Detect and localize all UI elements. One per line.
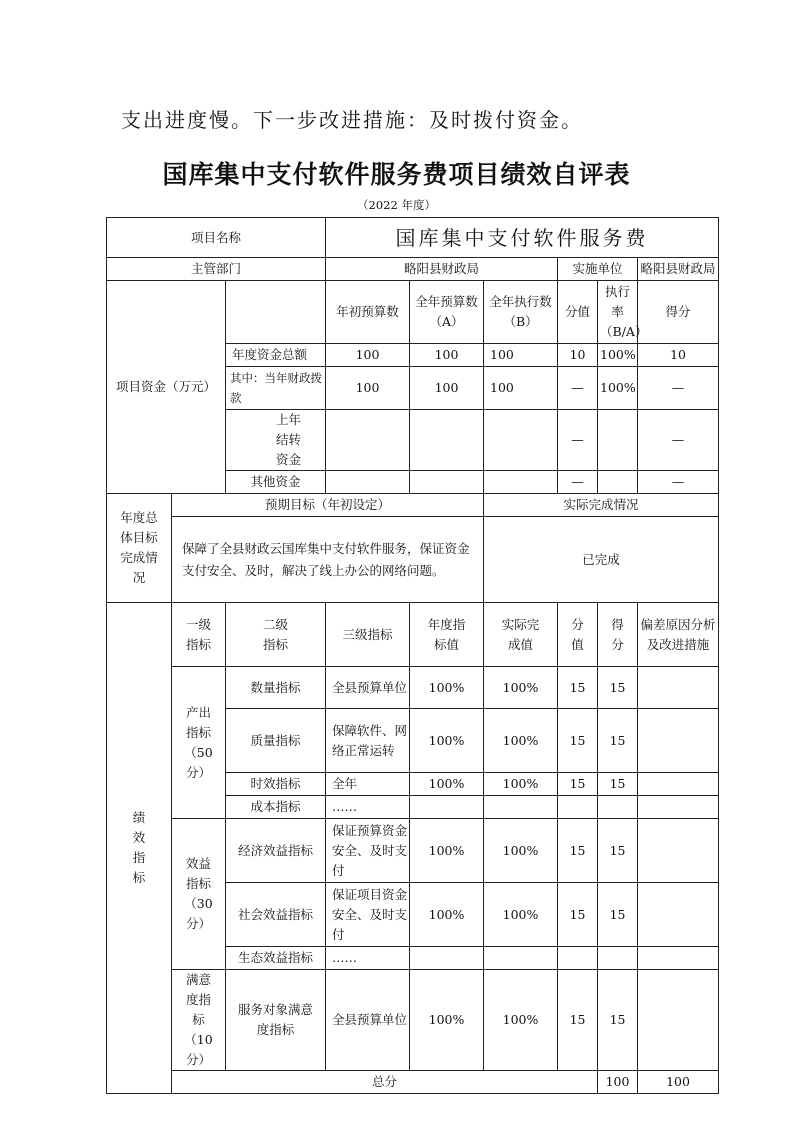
funds-cell (326, 471, 410, 494)
indicator-actual: 100% (484, 819, 558, 883)
indicator-score-value: 15 (558, 970, 598, 1071)
indicator-group-output: 产出指标（50分） (172, 667, 226, 819)
funds-row-label: 年度资金总额 (226, 344, 326, 367)
indicator-l2: 社会效益指标 (226, 883, 326, 947)
indicator-actual: 100% (484, 667, 558, 709)
indicator-l2: 成本指标 (226, 796, 326, 819)
indicator-group-satisfaction: 满意度指标（10分） (172, 970, 226, 1071)
funds-cell: — (558, 410, 598, 471)
total-score-value: 100 (598, 1071, 638, 1094)
indicator-actual (484, 796, 558, 819)
indicator-header: 实际完成值 (484, 603, 558, 667)
funds-cell: — (638, 471, 719, 494)
indicator-l2: 经济效益指标 (226, 819, 326, 883)
funds-cell: — (638, 410, 719, 471)
funds-cell (410, 471, 484, 494)
year-note: （2022 年度） (357, 198, 436, 212)
funds-header: 执行率（B/A） (598, 281, 638, 344)
indicator-l3: 全年 (326, 773, 410, 796)
indicator-header: 二级指标 (226, 603, 326, 667)
funds-row-label: 上年结转资金 (226, 410, 326, 471)
indicator-score-value: 15 (558, 667, 598, 709)
indicator-note (638, 970, 719, 1071)
indicator-l2: 生态效益指标 (226, 947, 326, 970)
indicator-score: 15 (598, 709, 638, 773)
indicator-score-value: 15 (558, 883, 598, 947)
indicator-l3: 保证预算资金安全、及时支付 (326, 819, 410, 883)
funds-header: 全年预算数（A） (410, 281, 484, 344)
funds-cell (326, 410, 410, 471)
funds-row-label: 其他资金 (226, 471, 326, 494)
funds-header: 分值 (558, 281, 598, 344)
funds-cell: 100 (326, 344, 410, 367)
indicator-score: 15 (598, 773, 638, 796)
indicator-note (638, 883, 719, 947)
indicator-actual: 100% (484, 883, 558, 947)
indicator-l3: …… (326, 796, 410, 819)
indicator-target: 100% (410, 883, 484, 947)
indicator-target (410, 947, 484, 970)
funds-cell: 10 (638, 344, 719, 367)
project-name-label: 项目名称 (107, 218, 326, 258)
indicator-header: 年度指标值 (410, 603, 484, 667)
funds-header-blank (226, 281, 326, 344)
funds-cell (484, 410, 558, 471)
indicator-l3: 全县预算单位 (326, 970, 410, 1071)
indicator-note (638, 947, 719, 970)
indicator-l2: 时效指标 (226, 773, 326, 796)
impl-value: 略阳县财政局 (638, 258, 719, 281)
funds-cell: — (558, 471, 598, 494)
indicator-header: 分值 (558, 603, 598, 667)
indicator-header: 偏差原因分析及改进措施 (638, 603, 719, 667)
funds-cell: 10 (558, 344, 598, 367)
funds-header: 全年执行数（B） (484, 281, 558, 344)
indicator-target: 100% (410, 667, 484, 709)
indicator-l3: 全县预算单位 (326, 667, 410, 709)
goals-expected-text: 保障了全县财政云国库集中支付软件服务，保证资金支付安全、及时，解决了线上办公的网络问题。 (172, 517, 484, 603)
indicator-score: 15 (598, 819, 638, 883)
goals-actual-header: 实际完成情况 (484, 494, 719, 517)
indicator-target: 100% (410, 970, 484, 1071)
impl-label: 实施单位 (558, 258, 638, 281)
indicator-score (598, 947, 638, 970)
indicator-score-value (558, 796, 598, 819)
total-label: 总分 (172, 1071, 598, 1094)
funds-cell: 100 (484, 344, 558, 367)
goals-expected-header: 预期目标（年初设定） (172, 494, 484, 517)
funds-cell: — (638, 367, 719, 410)
dept-value: 略阳县财政局 (326, 258, 558, 281)
funds-cell (598, 471, 638, 494)
indicator-l3: …… (326, 947, 410, 970)
indicator-l3: 保证项目资金安全、及时支付 (326, 883, 410, 947)
funds-cell: 100 (410, 344, 484, 367)
indicator-l3: 保障软件、网络正常运转 (326, 709, 410, 773)
funds-header: 得分 (638, 281, 719, 344)
indicator-target: 100% (410, 819, 484, 883)
indicator-actual: 100% (484, 773, 558, 796)
intro-text: 支出进度慢。下一步改进措施：及时拨付资金。 (121, 108, 583, 132)
indicator-note (638, 709, 719, 773)
funds-header: 年初预算数 (326, 281, 410, 344)
indicator-l2: 服务对象满意度指标 (226, 970, 326, 1071)
indicator-l2: 数量指标 (226, 667, 326, 709)
indicator-score-value (558, 947, 598, 970)
indicator-score (598, 796, 638, 819)
indicator-group-benefit: 效益指标（30分） (172, 819, 226, 970)
funds-cell (410, 410, 484, 471)
dept-label: 主管部门 (107, 258, 326, 281)
funds-cell: 100 (326, 367, 410, 410)
indicator-note (638, 773, 719, 796)
indicators-label: 绩效指标 (107, 603, 172, 1094)
indicator-header: 三级指标 (326, 603, 410, 667)
funds-cell (484, 471, 558, 494)
total-score: 100 (638, 1071, 719, 1094)
funds-cell: 100 (410, 367, 484, 410)
indicator-actual: 100% (484, 709, 558, 773)
indicator-score: 15 (598, 667, 638, 709)
indicator-target (410, 796, 484, 819)
indicator-note (638, 819, 719, 883)
funds-row-label: 其中：当年财政拨款 (226, 367, 326, 410)
indicator-header: 得分 (598, 603, 638, 667)
project-name-value: 国库集中支付软件服务费 (326, 218, 719, 258)
page-title: 国库集中支付软件服务费项目绩效自评表 (162, 160, 631, 189)
goals-actual-text: 已完成 (484, 517, 719, 603)
indicator-target: 100% (410, 773, 484, 796)
self-evaluation-table (106, 217, 719, 1094)
funds-cell: — (558, 367, 598, 410)
funds-cell: 100% (598, 344, 638, 367)
indicator-actual (484, 947, 558, 970)
indicator-score-value: 15 (558, 709, 598, 773)
indicator-score-value: 15 (558, 773, 598, 796)
funds-cell: 100 (484, 367, 558, 410)
indicator-score: 15 (598, 883, 638, 947)
indicator-note (638, 796, 719, 819)
funds-label: 项目资金（万元） (107, 281, 226, 494)
indicator-score-value: 15 (558, 819, 598, 883)
indicator-l2: 质量指标 (226, 709, 326, 773)
funds-cell (598, 410, 638, 471)
funds-cell: 100% (598, 367, 638, 410)
indicator-header: 一级指标 (172, 603, 226, 667)
goals-label: 年度总体目标完成情况 (107, 494, 172, 603)
indicator-target: 100% (410, 709, 484, 773)
indicator-actual: 100% (484, 970, 558, 1071)
indicator-score: 15 (598, 970, 638, 1071)
indicator-note (638, 667, 719, 709)
